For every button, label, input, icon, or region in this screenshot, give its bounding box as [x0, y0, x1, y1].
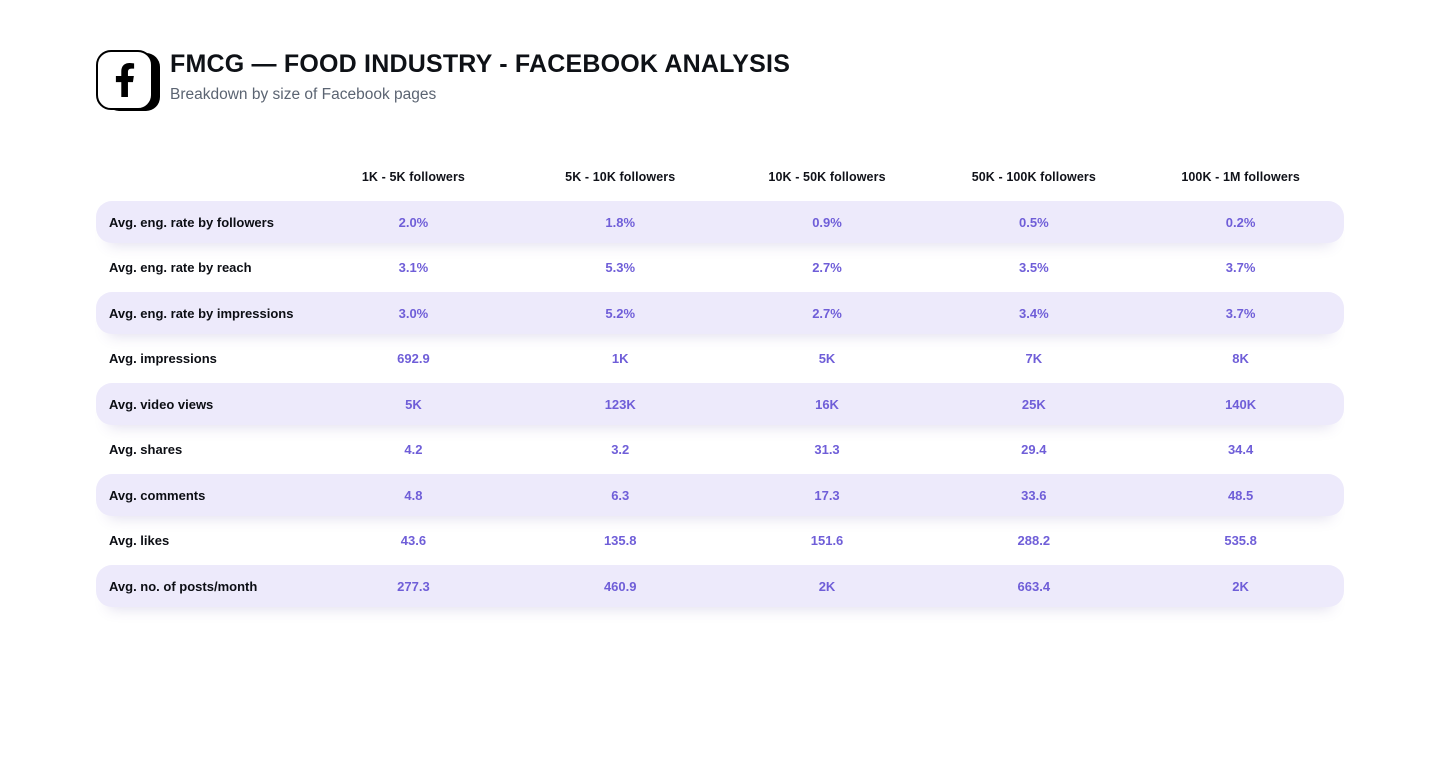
- metric-value: 123K: [604, 396, 636, 412]
- metric-value: 1K: [611, 351, 629, 366]
- metric-value: 8K: [1232, 351, 1249, 366]
- metric-value: 2.0%: [398, 214, 429, 230]
- row-label: Avg. comments: [109, 487, 206, 503]
- row-label: Avg. eng. rate by followers: [109, 214, 274, 230]
- metric-value: 0.9%: [812, 214, 842, 230]
- metrics-table: [96, 170, 1344, 611]
- metric-value: 17.3: [814, 487, 840, 503]
- metric-value: 5.2%: [605, 305, 636, 321]
- table-header-row: [96, 170, 1344, 201]
- metric-value: 277.3: [397, 578, 430, 594]
- row-label: Avg. likes: [109, 533, 170, 548]
- metric-value: 5K: [818, 351, 836, 366]
- table-row: [96, 520, 1344, 562]
- metric-value: 3.4%: [1019, 305, 1049, 321]
- metric-value: 48.5: [1227, 487, 1254, 503]
- metric-value: 2.7%: [812, 305, 842, 321]
- table-row: [96, 338, 1344, 380]
- metric-value: 3.5%: [1019, 260, 1049, 275]
- metric-value: 3.2: [611, 442, 630, 457]
- row-label: Avg. video views: [109, 396, 214, 412]
- metric-value: 5.3%: [605, 260, 636, 275]
- metric-value: 2K: [1232, 578, 1249, 594]
- metric-value: 3.0%: [398, 305, 429, 321]
- metric-value: 25K: [1021, 396, 1046, 412]
- metric-value: 34.4: [1227, 442, 1254, 457]
- metric-value: 2K: [818, 578, 836, 594]
- table-row: [96, 429, 1344, 471]
- metric-value: 2.7%: [812, 260, 842, 275]
- metric-value: 43.6: [400, 533, 427, 548]
- metric-value: 460.9: [603, 578, 637, 594]
- metric-value: 151.6: [810, 533, 844, 548]
- row-label: Avg. no. of posts/month: [109, 578, 258, 594]
- metric-value: 663.4: [1017, 578, 1051, 594]
- metric-value: 0.2%: [1225, 214, 1256, 230]
- table-row: [96, 383, 1344, 425]
- metric-value: 33.6: [1021, 487, 1047, 503]
- page-title: FMCG — FOOD INDUSTRY - FACEBOOK ANALYSIS: [170, 50, 791, 78]
- metric-value: 288.2: [1017, 533, 1051, 548]
- metric-value: 535.8: [1224, 533, 1257, 548]
- table-row: [96, 201, 1344, 243]
- column-header: 100K - 1M followers: [1181, 170, 1300, 184]
- metric-value: 3.7%: [1225, 260, 1256, 275]
- metric-value: 6.3: [611, 487, 630, 503]
- table-row: [96, 474, 1344, 516]
- metric-value: 135.8: [603, 533, 637, 548]
- column-header: 1K - 5K followers: [361, 170, 465, 184]
- metric-value: 29.4: [1021, 442, 1047, 457]
- metric-value: 31.3: [814, 442, 840, 457]
- row-label: Avg. impressions: [109, 351, 217, 366]
- metric-value: 7K: [1025, 351, 1043, 366]
- facebook-icon: [96, 50, 153, 110]
- metric-value: 3.7%: [1225, 305, 1256, 321]
- metric-value: 140K: [1225, 396, 1257, 412]
- metric-value: 1.8%: [605, 214, 636, 230]
- metric-value: 4.2: [404, 442, 423, 457]
- table-body: [96, 201, 1344, 607]
- row-label: Avg. eng. rate by reach: [109, 260, 252, 275]
- table-row: [96, 565, 1344, 607]
- metric-value: 692.9: [397, 351, 430, 366]
- metric-value: 5K: [405, 396, 422, 412]
- metric-value: 0.5%: [1019, 214, 1049, 230]
- page-subtitle: Breakdown by size of Facebook pages: [170, 85, 437, 103]
- title-block: [170, 50, 790, 104]
- metric-value: 16K: [815, 396, 839, 412]
- row-label: Avg. eng. rate by impressions: [109, 305, 294, 321]
- metric-value: 3.1%: [398, 260, 429, 275]
- metric-value: 4.8: [404, 487, 423, 503]
- column-header: 50K - 100K followers: [971, 170, 1096, 184]
- column-header: 10K - 50K followers: [768, 170, 886, 184]
- table-row: [96, 247, 1344, 289]
- row-label: Avg. shares: [109, 442, 183, 457]
- column-header: 5K - 10K followers: [565, 170, 676, 184]
- table-row: [96, 292, 1344, 334]
- report-header: [96, 50, 790, 110]
